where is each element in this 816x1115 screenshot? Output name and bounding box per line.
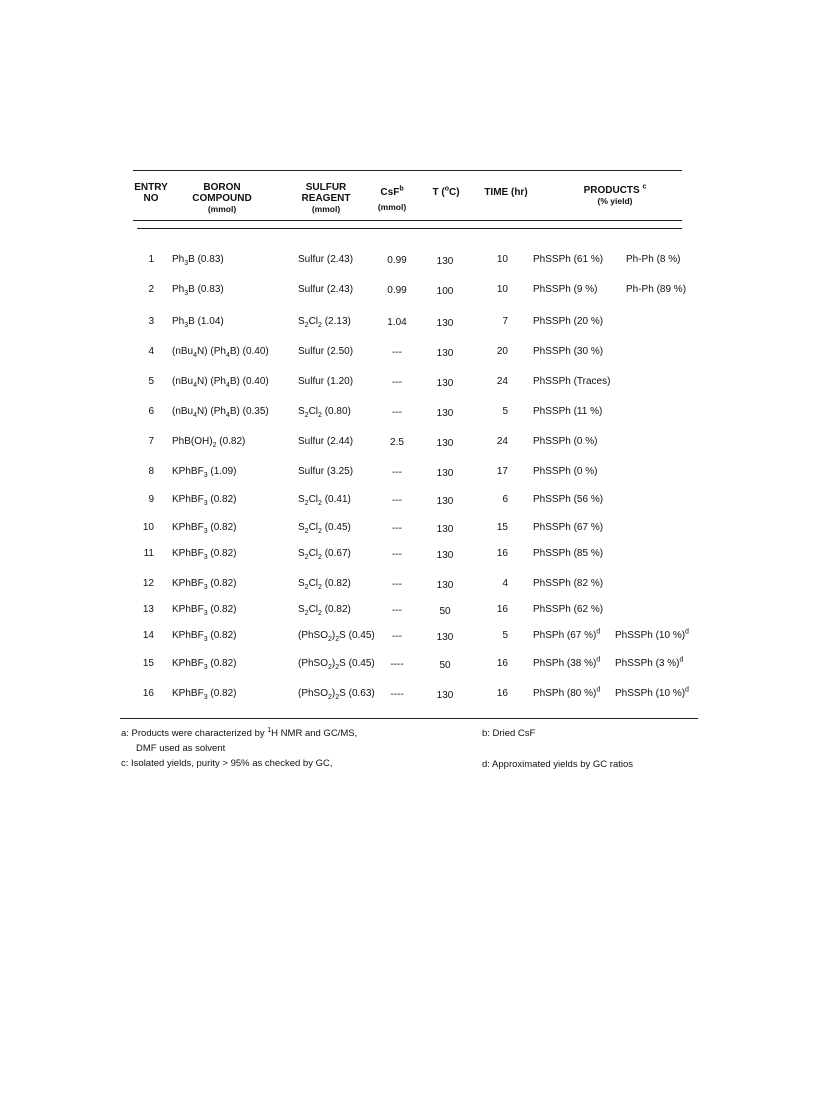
cell-product-1: PhSSPh (0 %)	[533, 436, 598, 447]
cell-time: 17	[496, 466, 508, 477]
cell-entry: 3	[148, 316, 154, 327]
footnote-a-pre: a: Products were characterized by	[121, 728, 268, 739]
cell-time: 24	[496, 436, 508, 447]
cell-time: 16	[496, 688, 508, 699]
header-temp-pre: T (	[432, 187, 445, 198]
footnote-a-post: H NMR and GC/MS,	[271, 728, 358, 739]
cell-temp: 50	[439, 660, 451, 671]
header-products-sup: c	[642, 183, 647, 191]
cell-sulfur: $(PhSO_2)_2S$ (0.63)	[298, 688, 375, 701]
cell-product-1: PhSSPh (62 %)	[533, 604, 604, 615]
cell-boron: $Ph_3B$ (1.04)	[172, 316, 224, 329]
cell-sulfur: Sulfur (3.25)	[298, 466, 354, 477]
header-boron-unit: (mmol)	[207, 204, 237, 214]
header-csf-sup: b	[399, 185, 404, 193]
header-boron-line1: BORON	[203, 182, 241, 193]
cell-temp: 130	[436, 550, 454, 561]
cell-temp: 130	[436, 468, 454, 479]
cell-entry: 1	[148, 254, 154, 265]
footnote-b: b: Dried CsF	[482, 728, 536, 739]
cell-time: 6	[502, 494, 508, 505]
cell-boron: KPhBF$_3$ (0.82)	[172, 548, 237, 561]
cell-product-2: Ph-Ph (89 %)	[626, 284, 687, 295]
cell-entry: 9	[148, 494, 154, 505]
cell-boron: $Ph_3B$ (0.83)	[172, 284, 224, 297]
cell-entry: 11	[143, 548, 154, 559]
header-rule-2	[137, 228, 682, 229]
header-sulfur-line1: SULFUR	[305, 182, 347, 193]
cell-product-1: PhSSPh (82 %)	[533, 578, 604, 589]
cell-csf: ---	[392, 549, 402, 560]
cell-time: 20	[496, 346, 508, 357]
cell-time: 5	[502, 406, 508, 417]
footnote-a-sup: 1	[267, 726, 272, 734]
cell-sulfur: $S_2Cl_2$ (0.82)	[298, 604, 351, 617]
cell-time: 16	[496, 658, 508, 669]
cell-sulfur: $(PhSO_2)_2S$ (0.45)	[298, 658, 375, 671]
cell-time: 10	[496, 284, 508, 295]
cell-temp: 130	[436, 524, 454, 535]
cell-temp: 50	[439, 606, 451, 617]
cell-product-1: PhSSPh (9 %)	[533, 284, 598, 295]
header-sulfur-line2: REAGENT	[301, 193, 351, 204]
cell-csf: ---	[392, 495, 402, 506]
cell-boron: KPhBF$_3$ (0.82)	[172, 522, 237, 535]
cell-entry: 2	[148, 284, 154, 295]
cell-csf: ---	[392, 523, 402, 534]
cell-sulfur: $S_2Cl_2$ (2.13)	[298, 316, 351, 329]
cell-temp: 130	[436, 632, 454, 643]
cell-temp: 130	[436, 580, 454, 591]
cell-sulfur: $S_2Cl_2$ (0.45)	[298, 522, 351, 535]
header-csf	[370, 187, 414, 213]
header-boron	[180, 182, 264, 215]
cell-entry: 7	[148, 436, 154, 447]
cell-product-1: PhSSPh (20 %)	[533, 316, 604, 327]
cell-product-1: PhSSPh (0 %)	[533, 466, 598, 477]
cell-boron: $PhB(OH)_2$ (0.82)	[172, 436, 246, 449]
cell-product-1: PhSPh (67 %)$^d$	[533, 628, 601, 641]
header-time	[478, 187, 534, 198]
cell-boron: KPhBF$_3$ (0.82)	[172, 578, 237, 591]
cell-temp: 130	[436, 496, 454, 507]
cell-time: 16	[496, 604, 508, 615]
cell-entry: 4	[148, 346, 154, 357]
header-time-label: TIME (hr)	[484, 187, 528, 198]
cell-product-2: Ph-Ph (8 %)	[626, 254, 681, 265]
header-sulfur	[293, 182, 359, 215]
cell-time: 15	[496, 522, 508, 533]
cell-csf: 0.99	[387, 255, 407, 266]
cell-sulfur: Sulfur (2.44)	[298, 436, 354, 447]
cell-boron: (nBu$_4$N) $(Ph_4B)$ (0.35)	[172, 406, 269, 419]
cell-csf: ----	[390, 659, 404, 670]
top-rule	[133, 170, 682, 171]
footnote-a-line1	[121, 728, 357, 740]
cell-product-1: PhSSPh (56 %)	[533, 494, 604, 505]
cell-csf: ---	[392, 605, 402, 616]
footnote-c: c: Isolated yields, purity > 95% as checked by GC,	[121, 758, 333, 769]
cell-temp: 130	[436, 256, 454, 267]
footnote-d: d: Approximated yields by GC ratios	[482, 759, 634, 770]
cell-product-1: PhSSPh (67 %)	[533, 522, 604, 533]
bottom-rule	[120, 718, 698, 719]
cell-csf: ---	[392, 467, 402, 478]
cell-time: 5	[502, 630, 508, 641]
cell-boron: KPhBF$_3$ (0.82)	[172, 494, 237, 507]
cell-temp: 130	[436, 348, 454, 359]
footnote-a-line2: DMF used as solvent	[136, 743, 226, 754]
cell-entry: 12	[142, 578, 154, 589]
header-temp-sup: o	[444, 185, 449, 193]
cell-temp: 130	[436, 438, 454, 449]
cell-csf: ---	[392, 347, 402, 358]
cell-csf: ---	[392, 579, 402, 590]
cell-csf: 0.99	[387, 285, 407, 296]
cell-product-1: PhSSPh (85 %)	[533, 548, 604, 559]
header-csf-label: CsF	[380, 187, 400, 198]
cell-boron: (nBu$_4$N) $(Ph_4B)$ (0.40)	[172, 376, 269, 389]
cell-csf: ---	[392, 631, 402, 642]
header-entry-line2: NO	[143, 193, 159, 204]
cell-sulfur: $S_2Cl_2$ (0.41)	[298, 494, 351, 507]
header-entry	[128, 182, 174, 204]
cell-time: 4	[502, 578, 508, 589]
cell-entry: 13	[142, 604, 154, 615]
header-sulfur-unit: (mmol)	[311, 204, 341, 214]
cell-sulfur: Sulfur (2.43)	[298, 284, 354, 295]
cell-csf: ---	[392, 407, 402, 418]
cell-csf: ---	[392, 377, 402, 388]
cell-product-1: PhSPh (38 %)$^d$	[533, 656, 601, 669]
cell-sulfur: $S_2Cl_2$ (0.80)	[298, 406, 351, 419]
cell-temp: 100	[436, 286, 454, 297]
cell-sulfur: $S_2Cl_2$ (0.67)	[298, 548, 351, 561]
cell-boron: KPhBF$_3$ (0.82)	[172, 658, 237, 671]
cell-sulfur: $(PhSO_2)_2S$ (0.45)	[298, 630, 375, 643]
cell-time: 10	[496, 254, 508, 265]
cell-boron: KPhBF$_3$ (1.09)	[172, 466, 237, 479]
cell-time: 16	[496, 548, 508, 559]
cell-temp: 130	[436, 690, 454, 701]
cell-entry: 14	[142, 630, 154, 641]
header-temp-post: C)	[448, 187, 460, 198]
cell-entry: 8	[148, 466, 154, 477]
cell-product-1: PhSSPh (61 %)	[533, 254, 604, 265]
header-temp	[423, 187, 469, 198]
header-products-unit: (% yield)	[597, 196, 633, 206]
cell-product-2: PhSSPh (3 %)$^d$	[615, 656, 684, 669]
cell-entry: 6	[148, 406, 154, 417]
cell-temp: 130	[436, 378, 454, 389]
cell-temp: 130	[436, 318, 454, 329]
cell-sulfur: Sulfur (2.50)	[298, 346, 354, 357]
cell-time: 24	[496, 376, 508, 387]
cell-product-2: PhSSPh (10 %)$^d$	[615, 628, 689, 641]
cell-sulfur: Sulfur (1.20)	[298, 376, 354, 387]
cell-sulfur: Sulfur (2.43)	[298, 254, 354, 265]
header-entry-line1: ENTRY	[134, 182, 168, 193]
cell-boron: (nBu$_4$N) $(Ph_4B)$ (0.40)	[172, 346, 269, 359]
cell-csf: 1.04	[387, 317, 407, 328]
header-boron-line2: COMPOUND	[192, 193, 252, 204]
cell-product-1: PhSPh (80 %)$^d$	[533, 686, 601, 699]
header-products-label: PRODUCTS	[583, 185, 640, 196]
cell-entry: 15	[142, 658, 154, 669]
header-products	[560, 185, 670, 207]
cell-product-1: PhSSPh (Traces)	[533, 376, 611, 387]
cell-time: 7	[502, 316, 508, 327]
cell-product-1: PhSSPh (30 %)	[533, 346, 604, 357]
cell-csf: ----	[390, 689, 404, 700]
cell-entry: 16	[142, 688, 154, 699]
cell-boron: KPhBF$_3$ (0.82)	[172, 604, 237, 617]
cell-entry: 10	[142, 522, 154, 533]
cell-entry: 5	[148, 376, 154, 387]
cell-boron: KPhBF$_3$ (0.82)	[172, 688, 237, 701]
header-csf-unit: (mmol)	[377, 202, 407, 212]
cell-product-2: PhSSPh (10 %)$^d$	[615, 686, 689, 699]
header-rule-1	[133, 220, 682, 221]
cell-temp: 130	[436, 408, 454, 419]
cell-csf: 2.5	[390, 437, 404, 448]
cell-boron: KPhBF$_3$ (0.82)	[172, 630, 237, 643]
cell-boron: $Ph_3B$ (0.83)	[172, 254, 224, 267]
cell-product-1: PhSSPh (11 %)	[533, 406, 603, 417]
cell-sulfur: $S_2Cl_2$ (0.82)	[298, 578, 351, 591]
